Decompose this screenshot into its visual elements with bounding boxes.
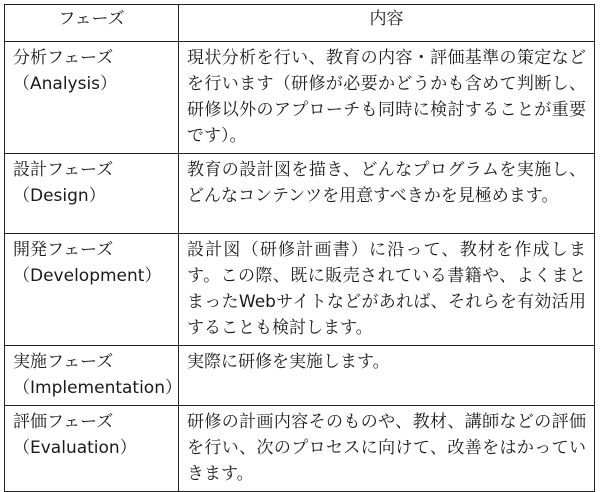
header-content: 内容	[179, 5, 595, 42]
content-cell: 実際に研修を実施します。	[179, 346, 595, 406]
table-row	[5, 346, 595, 406]
phase-name: 分析フェーズ	[13, 48, 114, 68]
phase-name: 設計フェーズ	[13, 160, 114, 180]
phase-cell	[5, 42, 179, 154]
phase-name: 開発フェーズ	[13, 240, 114, 260]
phase-name-en: （Evaluation）	[13, 438, 137, 458]
phase-cell	[5, 406, 179, 492]
header-phase: フェーズ	[5, 5, 179, 42]
content-cell: 現状分析を行い、教育の内容・評価基準の策定などを行います（研修が必要かどうかも含めて判断し、研修以外のアプローチも同時に検討することが重要です）。	[179, 42, 595, 154]
table-header-row	[5, 5, 595, 42]
table-row	[5, 406, 595, 492]
phase-name: 実施フェーズ	[13, 352, 114, 372]
phase-cell	[5, 234, 179, 346]
phase-name-en: （Implementation）	[13, 378, 182, 398]
phase-name: 評価フェーズ	[13, 412, 114, 432]
phase-name-en: （Design）	[13, 186, 106, 206]
phase-cell	[5, 346, 182, 406]
phase-cell	[5, 154, 179, 234]
table-row	[5, 154, 595, 234]
phase-name-en: （Analysis）	[13, 74, 118, 94]
content-cell: 教育の設計図を描き、どんなプログラムを実施し、どんなコンテンツを用意すべきかを見極めます。	[179, 154, 595, 234]
table-row	[5, 42, 595, 154]
table-row	[5, 234, 595, 346]
content-cell: 研修の計画内容そのものや、教材、講師などの評価を行い、次のプロセスに向けて、改善をはかっていきます。	[179, 406, 595, 492]
phase-name-en: （Development）	[13, 266, 162, 286]
content-cell: 設計図（研修計画書）に沿って、教材を作成します。この際、既に販売されている書籍や、よくまとまったWebサイトなどがあれば、それらを有効活用することも検討します。	[179, 234, 595, 346]
phase-table	[4, 4, 595, 492]
phase-table-container	[4, 4, 594, 492]
